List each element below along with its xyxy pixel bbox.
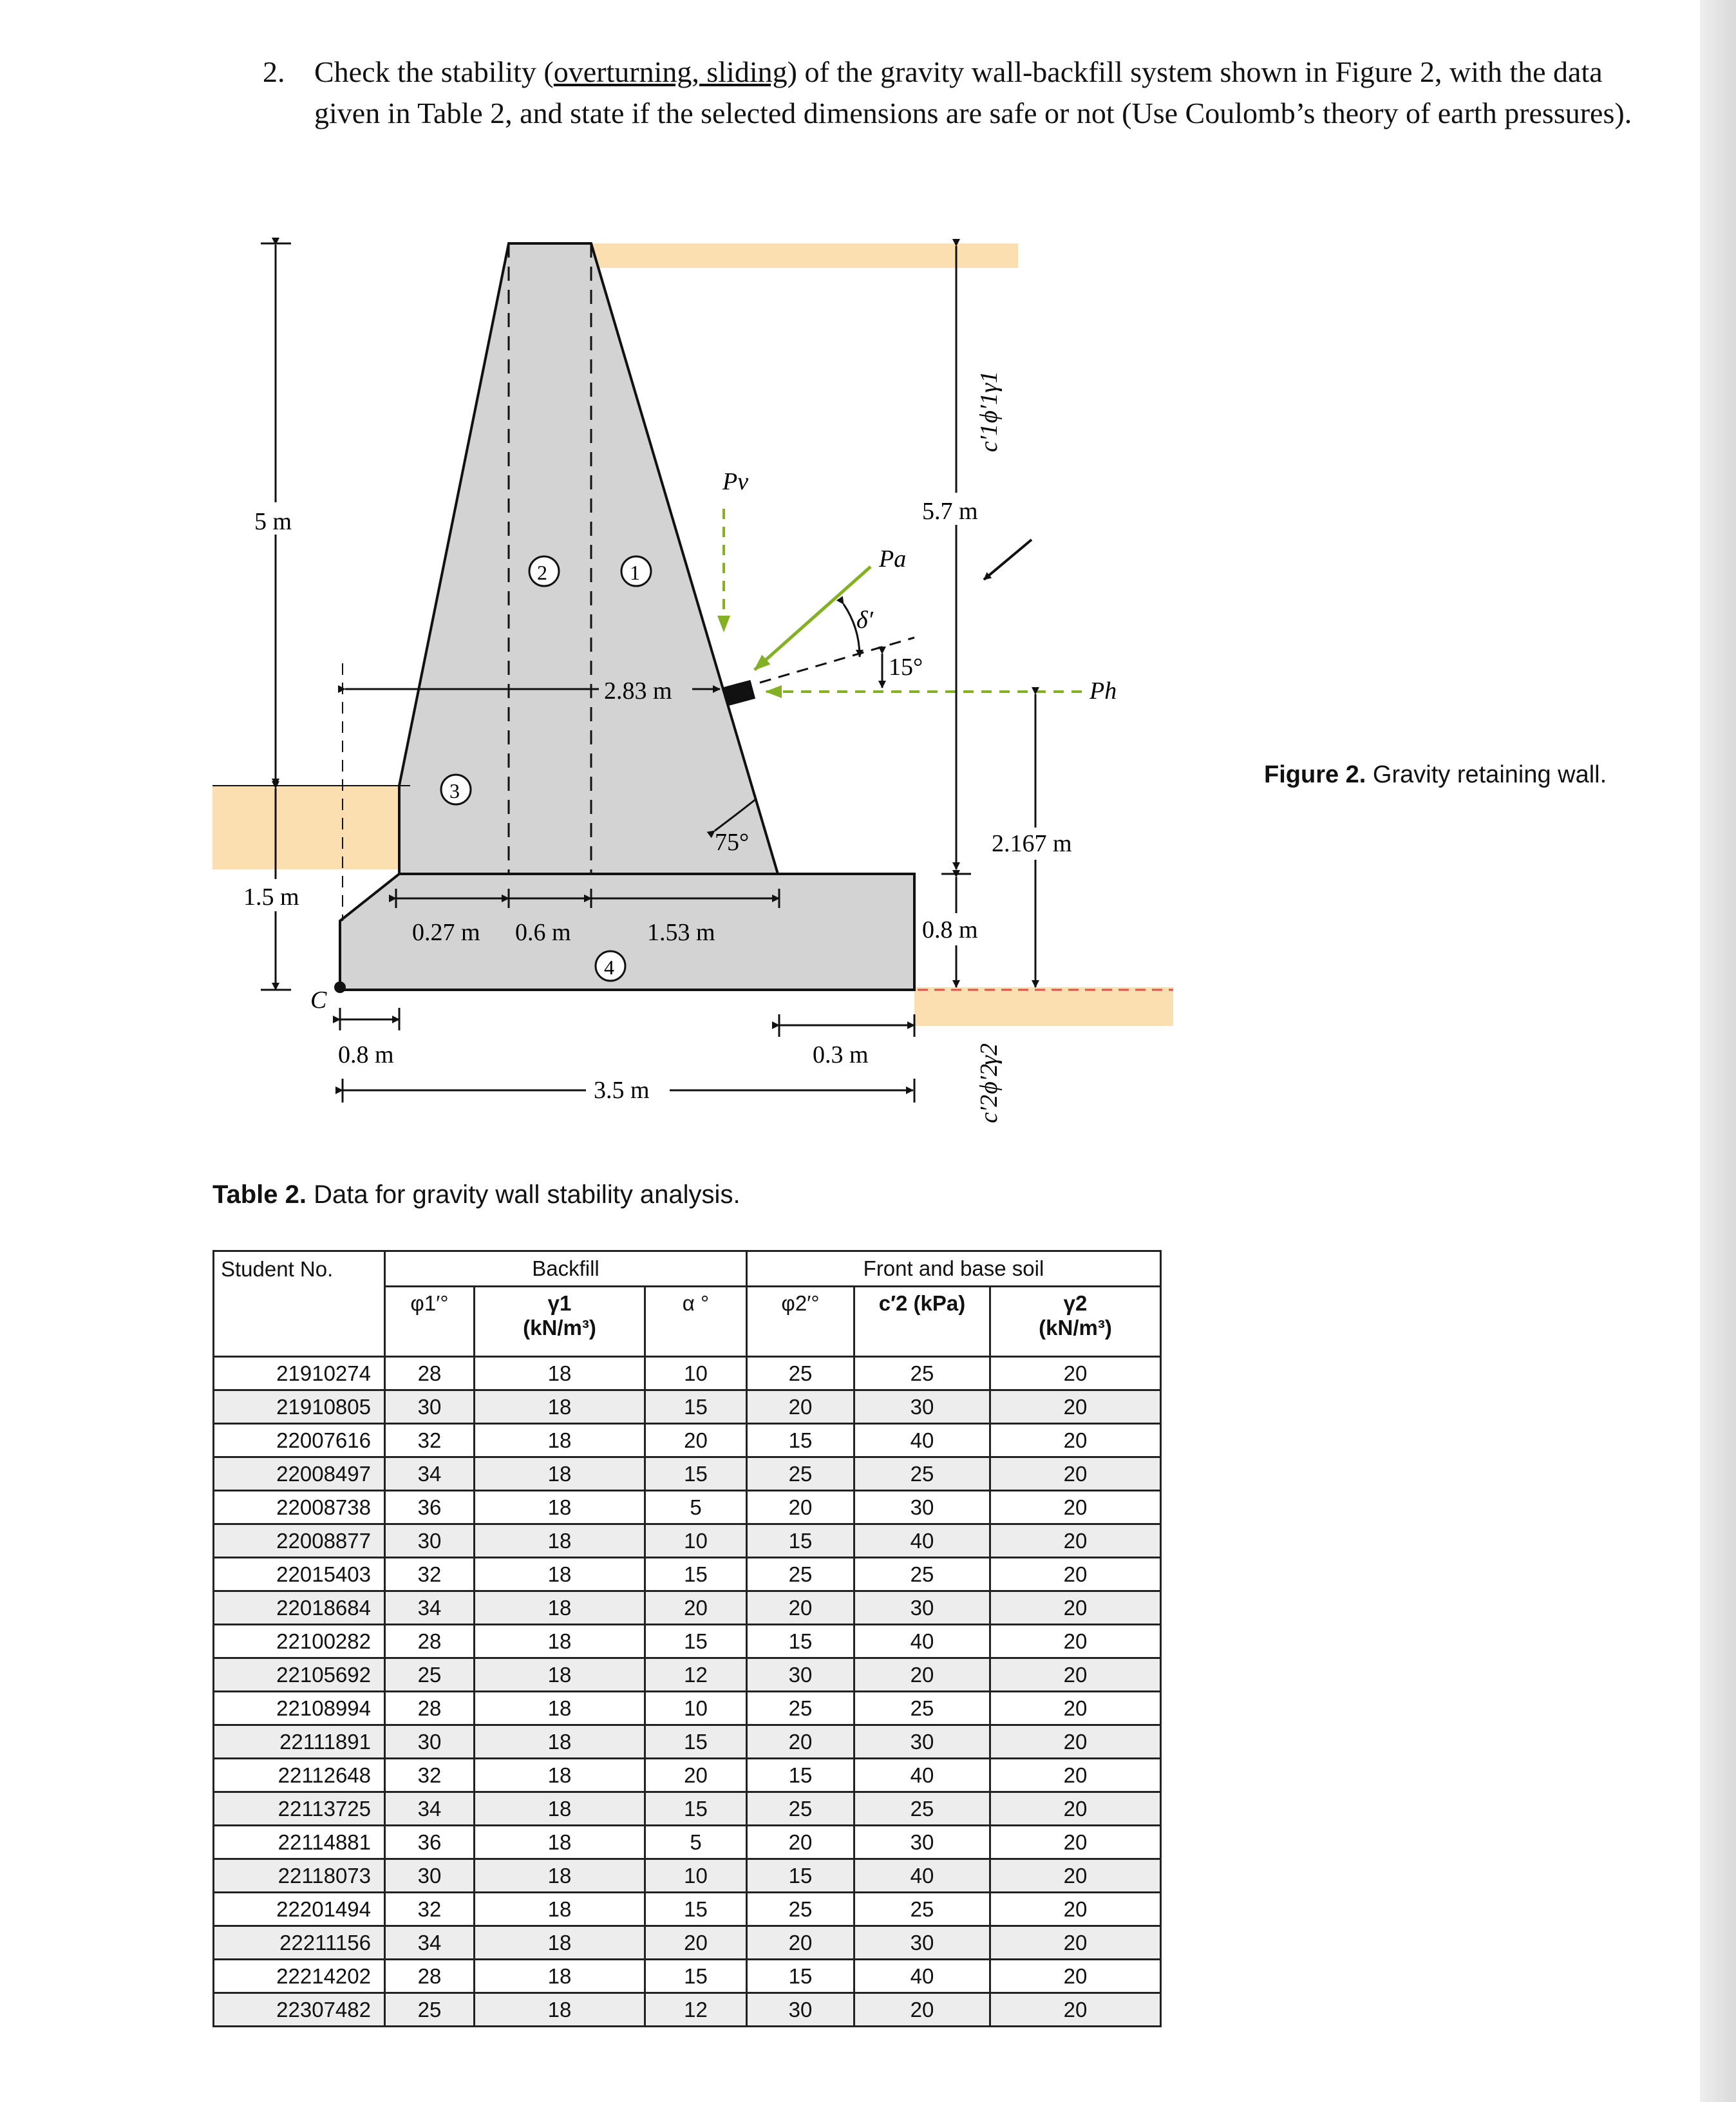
- table-cell: 30: [854, 1591, 990, 1625]
- table-cell: 18: [475, 1625, 645, 1658]
- table-cell: 34: [385, 1591, 475, 1625]
- table-cell: 22211156: [214, 1926, 385, 1960]
- table-cell: 25: [854, 1357, 990, 1390]
- base-soil-right: [914, 987, 1173, 1026]
- table-cell: 20: [990, 1960, 1161, 1993]
- table-cell: 25: [747, 1893, 854, 1926]
- table-cell: 32: [385, 1558, 475, 1591]
- table-row: [214, 1960, 1161, 1993]
- table-cell: 20: [990, 1926, 1161, 1960]
- table-cell: 20: [645, 1759, 747, 1792]
- table-cell: 22307482: [214, 1993, 385, 2027]
- label-Pa: Pa: [879, 545, 907, 573]
- front-soil: [212, 786, 410, 869]
- table-cell: 30: [385, 1524, 475, 1558]
- table-cell: 30: [854, 1926, 990, 1960]
- table-cell: 25: [747, 1457, 854, 1491]
- table-cell: 25: [385, 1658, 475, 1692]
- question-text-end: ) of the gravity wall-backfill system shown in Figure 2, with the data given in Table 2, and state if the selected dimensions are safe or not (Use Coulomb’s theory of earth pressures).: [314, 55, 1632, 129]
- table-cell: 28: [385, 1692, 475, 1725]
- label-0-27m: 0.27 m: [412, 919, 480, 946]
- label-75deg: 75°: [715, 829, 750, 856]
- question-number: 2.: [263, 55, 285, 88]
- table-cell: 15: [747, 1759, 854, 1792]
- table-cell: 32: [385, 1893, 475, 1926]
- header-front-base-soil: Front and base soil: [747, 1251, 1161, 1287]
- table-cell: 22105692: [214, 1658, 385, 1692]
- table-cell: 18: [475, 1960, 645, 1993]
- label-2-83m: 2.83 m: [604, 677, 672, 705]
- table-cell: 22008497: [214, 1457, 385, 1491]
- label-point-C: C: [310, 987, 327, 1014]
- table-cell: 15: [747, 1424, 854, 1457]
- table-cell: 28: [385, 1357, 475, 1390]
- header-phi2: φ2′°: [747, 1287, 854, 1357]
- label-phi1: ϕ′1: [976, 393, 1003, 423]
- table-cell: 20: [747, 1725, 854, 1759]
- table-cell: 20: [645, 1591, 747, 1625]
- table-row: [214, 1792, 1161, 1826]
- table-row: [214, 1357, 1161, 1390]
- header-student-no: Student No.: [214, 1251, 385, 1357]
- table-cell: 18: [475, 1390, 645, 1424]
- table-cell: 25: [747, 1558, 854, 1591]
- table-cell: 30: [385, 1390, 475, 1424]
- table-cell: 20: [747, 1926, 854, 1960]
- table-cell: 22201494: [214, 1893, 385, 1926]
- table-cell: 18: [475, 1893, 645, 1926]
- table-cell: 25: [385, 1993, 475, 2027]
- table-cell: 34: [385, 1926, 475, 1960]
- table-cell: 10: [645, 1357, 747, 1390]
- table-cell: 15: [645, 1960, 747, 1993]
- table-cell: 20: [990, 1491, 1161, 1524]
- table-cell: 36: [385, 1491, 475, 1524]
- table-row: [214, 1591, 1161, 1625]
- label-gamma2: γ2: [976, 1043, 1003, 1065]
- table-cell: 22113725: [214, 1792, 385, 1826]
- table-row: [214, 1457, 1161, 1491]
- table-cell: 22111891: [214, 1725, 385, 1759]
- table-cell: 40: [854, 1524, 990, 1558]
- table-cell: 32: [385, 1759, 475, 1792]
- table-cell: 15: [645, 1893, 747, 1926]
- table-cell: 15: [645, 1390, 747, 1424]
- table-cell: 25: [854, 1893, 990, 1926]
- table-cell: 25: [854, 1558, 990, 1591]
- label-c1: c′1: [976, 423, 1003, 452]
- label-0-8m-toe: 0.8 m: [338, 1041, 394, 1068]
- table-cell: 20: [990, 1893, 1161, 1926]
- table-cell: 32: [385, 1424, 475, 1457]
- table-cell: 10: [645, 1524, 747, 1558]
- table-cell: 20: [990, 1357, 1161, 1390]
- table-cell: 25: [747, 1792, 854, 1826]
- table-cell: 22015403: [214, 1558, 385, 1591]
- table-cell: 22008738: [214, 1491, 385, 1524]
- label-1-53m: 1.53 m: [647, 919, 715, 946]
- question-text-underlined: overturning, sliding: [553, 55, 788, 88]
- table-cell: 20: [990, 1390, 1161, 1424]
- table-cell: 12: [645, 1658, 747, 1692]
- table-cell: 15: [645, 1457, 747, 1491]
- table-cell: 18: [475, 1759, 645, 1792]
- table-cell: 20: [990, 1692, 1161, 1725]
- table-cell: 40: [854, 1960, 990, 1993]
- table-cell: 15: [747, 1524, 854, 1558]
- table-cell: 20: [747, 1390, 854, 1424]
- table-cell: 22100282: [214, 1625, 385, 1658]
- table-cell: 30: [854, 1491, 990, 1524]
- table-row: [214, 1725, 1161, 1759]
- table-cell: 20: [854, 1993, 990, 2027]
- table-cell: 20: [990, 1625, 1161, 1658]
- label-gamma1: γ1: [976, 371, 1003, 393]
- table-cell: 18: [475, 1424, 645, 1457]
- table-cell: 15: [645, 1792, 747, 1826]
- label-phi2: ϕ′2: [976, 1064, 1003, 1094]
- table-caption: Table 2. Data for gravity wall stability analysis.: [212, 1180, 741, 1209]
- table-cell: 18: [475, 1792, 645, 1826]
- label-5m: 5 m: [254, 508, 292, 535]
- table-row: [214, 1390, 1161, 1424]
- header-alpha: α °: [645, 1287, 747, 1357]
- label-Ph: Ph: [1090, 677, 1117, 705]
- table-cell: 25: [854, 1692, 990, 1725]
- table-cell: 30: [385, 1859, 475, 1893]
- table-cell: 10: [645, 1692, 747, 1725]
- table-cell: 25: [747, 1692, 854, 1725]
- label-c2: c′2: [976, 1094, 1003, 1123]
- table-cell: 25: [747, 1357, 854, 1390]
- table-row: [214, 1893, 1161, 1926]
- table-row: [214, 1692, 1161, 1725]
- table-cell: 22008877: [214, 1524, 385, 1558]
- table-cell: 20: [990, 1524, 1161, 1558]
- header-phi1: φ1′°: [385, 1287, 475, 1357]
- label-2-167m: 2.167 m: [992, 830, 1072, 857]
- table-cell: 22018684: [214, 1591, 385, 1625]
- zone-2-label: 2: [537, 561, 547, 584]
- table-cell: 25: [854, 1792, 990, 1826]
- table-cell: 22112648: [214, 1759, 385, 1792]
- table-row: [214, 1759, 1161, 1792]
- table-cell: 21910805: [214, 1390, 385, 1424]
- table-cell: 20: [645, 1424, 747, 1457]
- table-cell: 20: [747, 1826, 854, 1859]
- label-5-7m: 5.7 m: [922, 498, 978, 525]
- table-cell: 15: [747, 1625, 854, 1658]
- table-cell: 20: [747, 1591, 854, 1625]
- table-cell: 20: [645, 1926, 747, 1960]
- table-body: [214, 1357, 1161, 2027]
- table-cell: 15: [747, 1859, 854, 1893]
- table-cell: 20: [990, 1457, 1161, 1491]
- table-cell: 22114881: [214, 1826, 385, 1859]
- table-cell: 30: [747, 1993, 854, 2027]
- table-cell: 20: [854, 1658, 990, 1692]
- table-row: [214, 1926, 1161, 1960]
- label-15deg: 15°: [889, 654, 923, 681]
- table-cell: 18: [475, 1658, 645, 1692]
- table-cell: 20: [990, 1826, 1161, 1859]
- table-cell: 15: [645, 1558, 747, 1591]
- table-cell: 18: [475, 1926, 645, 1960]
- label-3-5m: 3.5 m: [594, 1077, 650, 1104]
- header-gamma1: γ1 (kN/m³): [475, 1287, 645, 1357]
- table-cell: 5: [645, 1491, 747, 1524]
- table-cell: 12: [645, 1993, 747, 2027]
- table-cell: 20: [747, 1491, 854, 1524]
- table-cell: 18: [475, 1725, 645, 1759]
- table-cell: 20: [990, 1725, 1161, 1759]
- table-row: [214, 1491, 1161, 1524]
- table-cell: 20: [990, 1591, 1161, 1625]
- table-cell: 34: [385, 1792, 475, 1826]
- table-cell: 18: [475, 1491, 645, 1524]
- table-cell: 21910274: [214, 1357, 385, 1390]
- table-row: [214, 1826, 1161, 1859]
- table-cell: 22108994: [214, 1692, 385, 1725]
- table-cell: 5: [645, 1826, 747, 1859]
- table-cell: 20: [990, 1993, 1161, 2027]
- table-cell: 18: [475, 1524, 645, 1558]
- table-row: [214, 1625, 1161, 1658]
- header-gamma2: γ2 (kN/m³): [990, 1287, 1161, 1357]
- label-1-5m: 1.5 m: [243, 884, 299, 911]
- table-cell: 22118073: [214, 1859, 385, 1893]
- table-cell: 30: [385, 1725, 475, 1759]
- table-cell: 40: [854, 1625, 990, 1658]
- table-row: [214, 1558, 1161, 1591]
- zone-3-label: 3: [449, 779, 460, 802]
- table-cell: 40: [854, 1859, 990, 1893]
- label-delta: δ′: [856, 607, 873, 634]
- table-row: [214, 1859, 1161, 1893]
- table-cell: 20: [990, 1558, 1161, 1591]
- table-cell: 20: [990, 1424, 1161, 1457]
- table-cell: 40: [854, 1759, 990, 1792]
- table-cell: 20: [990, 1759, 1161, 1792]
- table-cell: 36: [385, 1826, 475, 1859]
- table-cell: 15: [645, 1725, 747, 1759]
- header-c2: c′2 (kPa): [854, 1287, 990, 1357]
- table-cell: 30: [854, 1390, 990, 1424]
- table-row: [214, 1524, 1161, 1558]
- table-cell: 10: [645, 1859, 747, 1893]
- table-cell: 30: [854, 1725, 990, 1759]
- table-cell: 18: [475, 1859, 645, 1893]
- question-text-start: Check the stability (: [314, 55, 554, 88]
- table-cell: 28: [385, 1960, 475, 1993]
- backfill-surface: [592, 243, 1018, 268]
- table-cell: 22007616: [214, 1424, 385, 1457]
- label-0-8m-right: 0.8 m: [922, 916, 978, 943]
- table-cell: 20: [990, 1792, 1161, 1826]
- table-row: [214, 1658, 1161, 1692]
- table-cell: 18: [475, 1357, 645, 1390]
- table-cell: 18: [475, 1558, 645, 1591]
- table-cell: 30: [747, 1658, 854, 1692]
- zone-1-label: 1: [630, 561, 640, 584]
- figure-caption: Figure 2. Gravity retaining wall.: [1264, 761, 1607, 788]
- table-cell: 34: [385, 1457, 475, 1491]
- table-row: [214, 1993, 1161, 2027]
- table-cell: 18: [475, 1591, 645, 1625]
- zone-4-label: 4: [604, 956, 614, 979]
- table-cell: 22214202: [214, 1960, 385, 1993]
- table-cell: 28: [385, 1625, 475, 1658]
- data-table: [212, 1250, 1162, 2027]
- table-cell: 18: [475, 1993, 645, 2027]
- table-cell: 18: [475, 1457, 645, 1491]
- table-cell: 20: [990, 1658, 1161, 1692]
- table-cell: 18: [475, 1692, 645, 1725]
- label-0-3m: 0.3 m: [813, 1041, 869, 1068]
- table-cell: 30: [854, 1826, 990, 1859]
- header-backfill: Backfill: [385, 1251, 747, 1287]
- table-row: [214, 1424, 1161, 1457]
- table-cell: 15: [747, 1960, 854, 1993]
- table-cell: 25: [854, 1457, 990, 1491]
- table-cell: 18: [475, 1826, 645, 1859]
- table-cell: 40: [854, 1424, 990, 1457]
- label-0-6m: 0.6 m: [515, 919, 571, 946]
- label-Pv: Pv: [722, 468, 749, 495]
- table-cell: 15: [645, 1625, 747, 1658]
- table-cell: 20: [990, 1859, 1161, 1893]
